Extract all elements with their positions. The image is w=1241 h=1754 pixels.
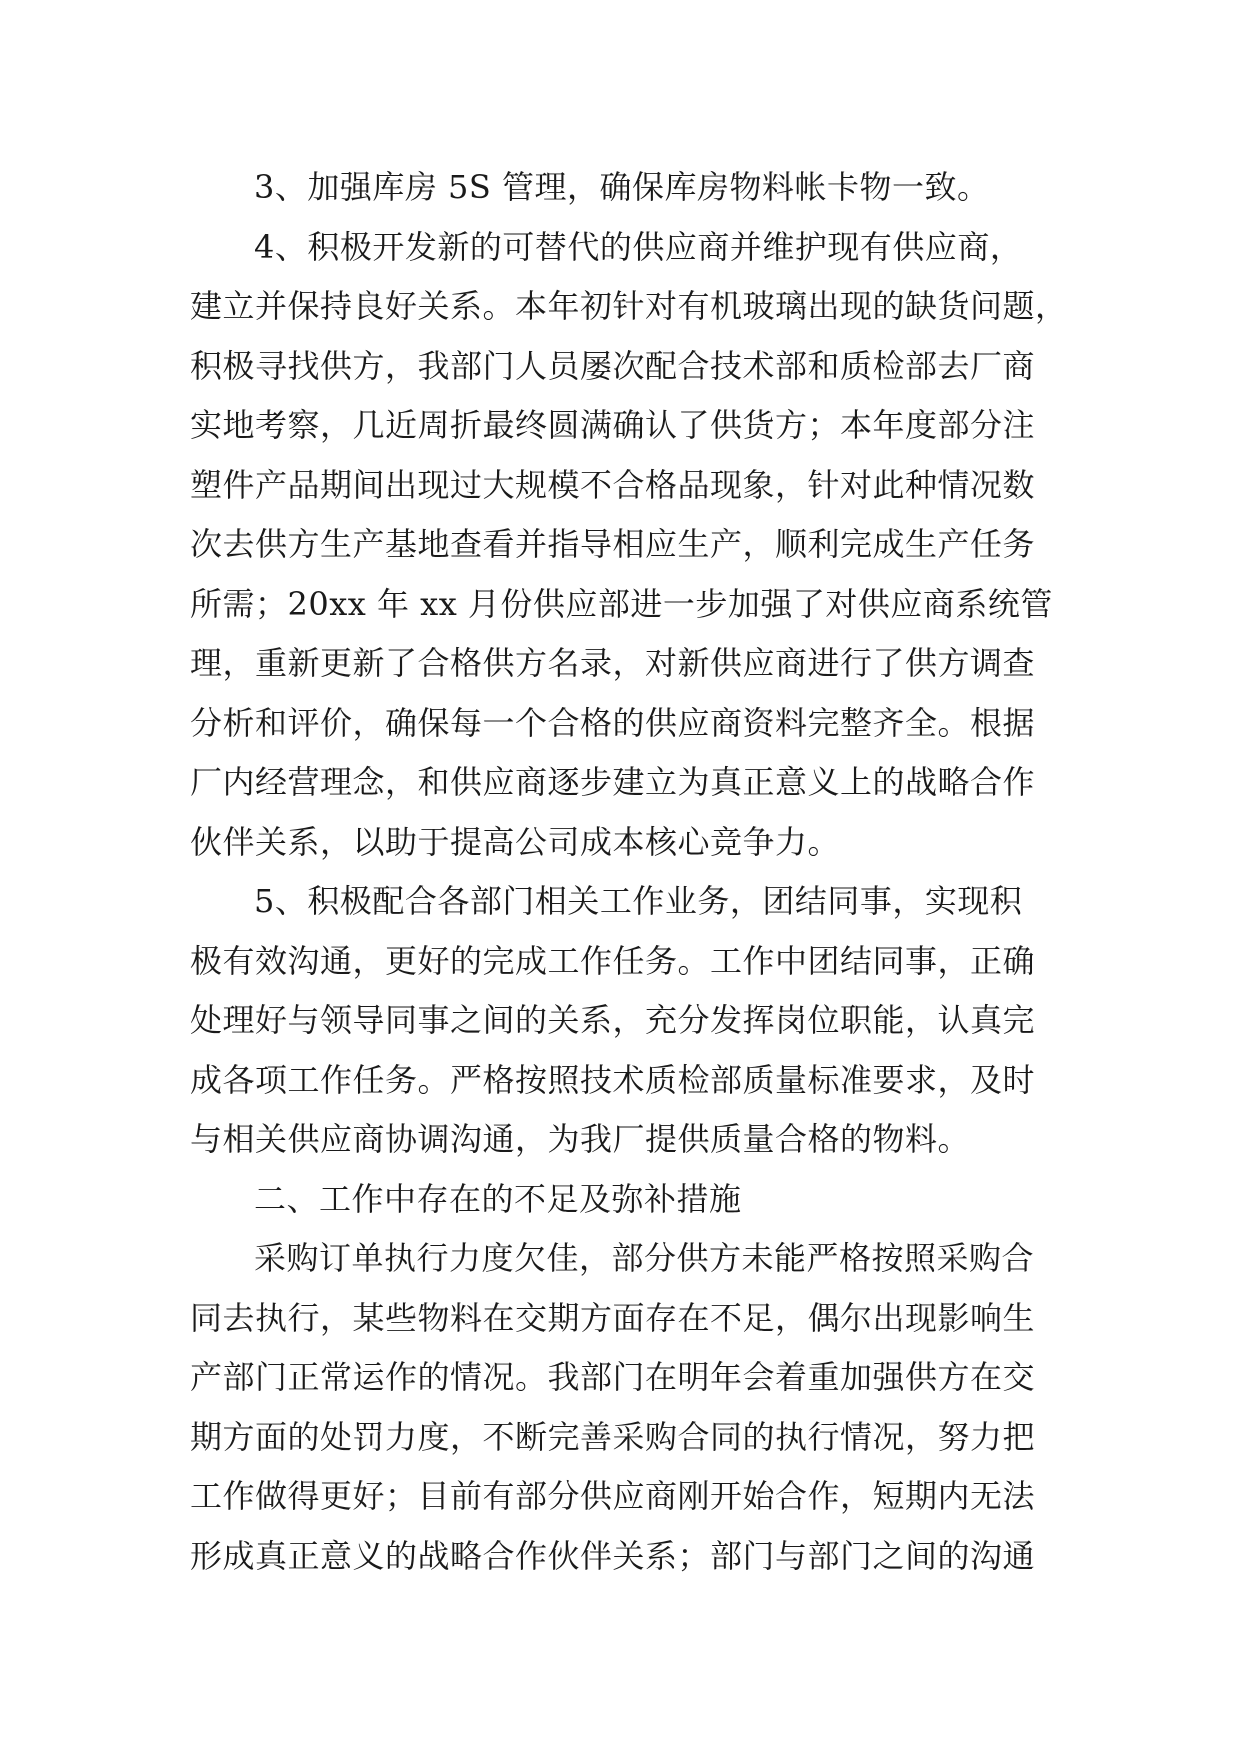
text-line: 成各项工作任务。严格按照技术质检部质量标准要求，及时 [190,1060,1036,1099]
text-line: 处理好与领导同事之间的关系，充分发挥岗位职能，认真完 [190,1001,1036,1039]
section-heading-text: 二、工作中存在的不足及弥补措施 [254,1179,742,1218]
text-line: 积极寻找供方，我部门人员屡次配合技术部和质检部去厂商 [190,346,1036,385]
text-line: 产部门正常运作的情况。我部门在明年会着重加强供方在交 [190,1358,1036,1396]
text-line: 分析和评价，确保每一个合格的供应商资料完整齐全。根据 [190,703,1036,742]
text-line: 塑件产品期间出现过大规模不合格品现象，针对此种情况数 [190,465,1036,504]
document-body [190,158,1070,1586]
text-line: 实地考察，几近周折最终圆满确认了供货方；本年度部分注 [190,406,1036,444]
text-line: 伙伴关系，以助于提高公司成本核心竞争力。 [190,822,841,861]
text-line: 极有效沟通，更好的完成工作任务。工作中团结同事，正确 [190,941,1036,980]
text-line: 理，重新更新了合格供方名录，对新供应商进行了供方调查 [190,644,1036,682]
text-line: 与相关供应商协调沟通，为我厂提供质量合格的物料。 [190,1120,971,1158]
text-line: 期方面的处罚力度，不断完善采购合同的执行情况，努力把 [190,1417,1036,1456]
text-line: 4、积极开发新的可替代的供应商并维护现有供应商， [254,227,1023,266]
paragraph-item-5 [190,872,1070,1170]
text-line: 次去供方生产基地查看并指导相应生产，顺利完成生产任务 [190,525,1036,563]
paragraph-item-3 [190,158,1070,218]
text-line: 所需；20xx 年 xx 月份供应部进一步加强了对供应商系统管 [190,584,1053,623]
text-line: 同去执行，某些物料在交期方面存在不足，偶尔出现影响生 [190,1298,1036,1337]
text-line: 建立并保持良好关系。本年初针对有机玻璃出现的缺货问题， [190,287,1068,325]
paragraph-shortcomings [190,1229,1070,1586]
section-heading [190,1170,1070,1230]
text-line: 厂内经营理念，和供应商逐步建立为真正意义上的战略合作 [190,763,1036,801]
text-line: 形成真正意义的战略合作伙伴关系；部门与部门之间的沟通 [190,1536,1036,1575]
text-line: 5、积极配合各部门相关工作业务，团结同事，实现积 [254,882,1023,920]
text-line: 采购订单执行力度欠佳，部分供方未能严格按照采购合 [254,1239,1035,1277]
text-line: 3、加强库房 5S 管理，确保库房物料帐卡物一致。 [254,168,990,206]
text-line: 工作做得更好；目前有部分供应商刚开始合作，短期内无法 [190,1477,1036,1515]
paragraph-item-4 [190,218,1070,873]
